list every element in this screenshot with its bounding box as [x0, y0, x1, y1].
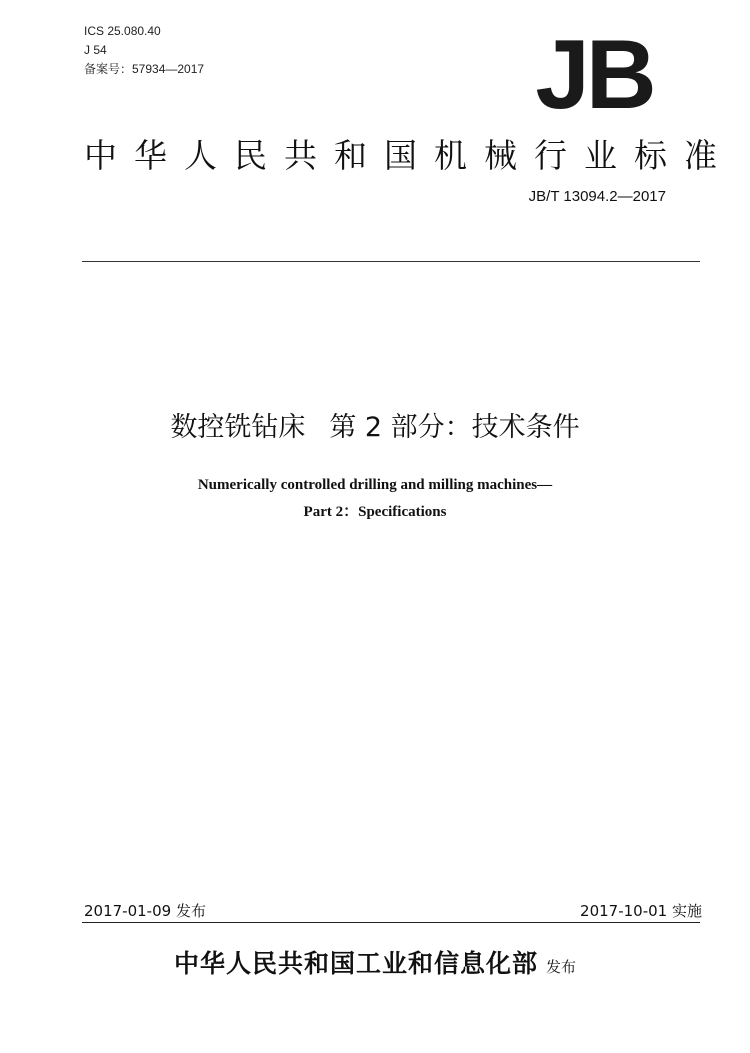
chinese-title-main: 数控铣钻床: [170, 412, 306, 443]
standard-type-title: 中华人民共和国机械行业标准: [84, 136, 734, 175]
footer-divider: [82, 922, 700, 923]
date-row: [84, 900, 702, 920]
jb-logo-text: JB: [535, 30, 653, 114]
record-number: 备案号：57934—2017: [84, 62, 205, 76]
english-title: [0, 472, 750, 526]
jb-logo: [524, 30, 664, 114]
classification-code: J 54: [84, 43, 107, 57]
standard-number: JB/T 13094.2—2017: [528, 188, 666, 205]
document-metadata: [84, 22, 204, 79]
publisher: [0, 944, 750, 980]
english-title-line1: Numerically controlled drilling and milling machines—: [197, 477, 553, 493]
implementation-date: 2017-10-01 实施: [580, 902, 702, 920]
chinese-title-part: 第 2 部分：技术条件: [329, 412, 580, 443]
publisher-org: 中华人民共和国工业和信息化部: [173, 949, 538, 978]
issue-date: 2017-01-09 发布: [84, 902, 206, 920]
chinese-title: [0, 405, 750, 444]
ics-code: ICS 25.080.40: [84, 24, 161, 38]
header-divider: [82, 261, 700, 262]
publisher-suffix: 发布: [546, 958, 577, 976]
english-title-line2: Part 2：Specifications: [303, 504, 447, 520]
